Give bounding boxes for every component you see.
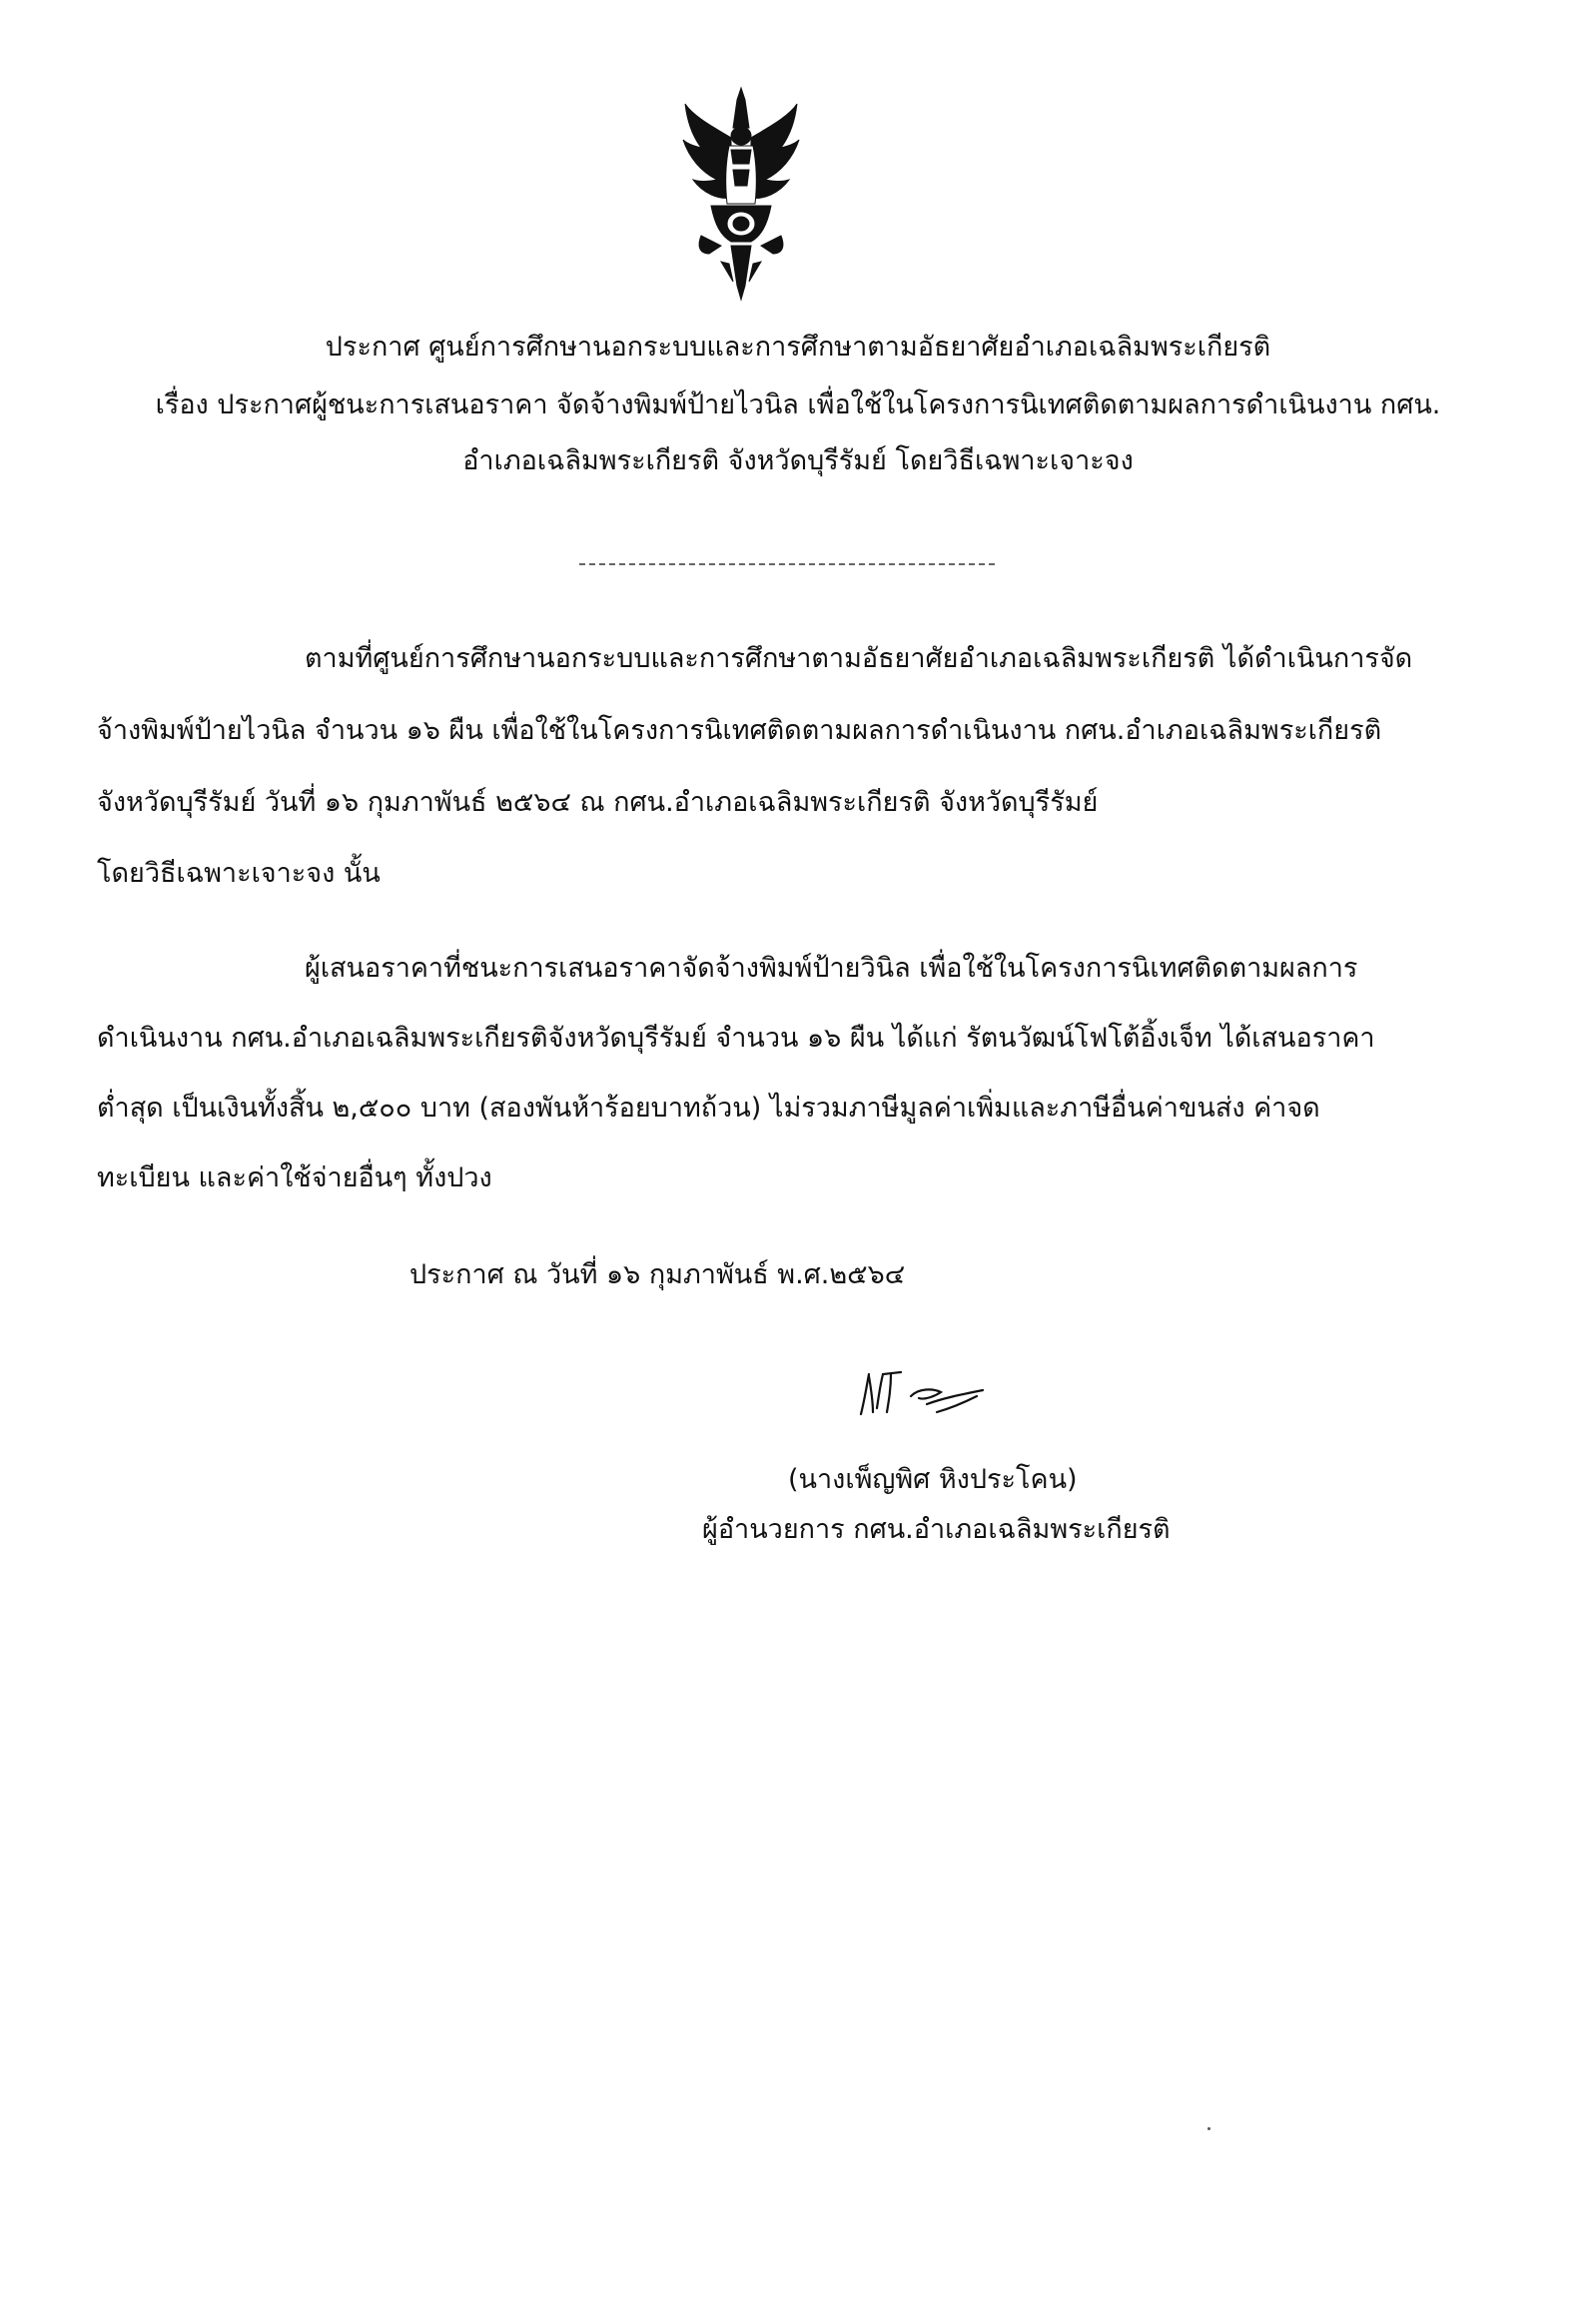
paragraph2-line2: ดำเนินงาน กศน.อำเภอเฉลิมพระเกียรติจังหวัดบุรีรัมย์ จำนวน ๑๖ ผืน ได้แก่ รัตนวัฒน์โฟโต้อิ้งเจ็ท ได้เสนอราคา xyxy=(97,1023,1375,1054)
signatory-position: ผู้อำนวยการ กศน.อำเภอเฉลิมพระเกียรติ xyxy=(702,1514,1171,1545)
signatory-name: (นางเพ็ญพิศ หิงประโคน) xyxy=(788,1464,1078,1495)
announcement-subject-cont: อำเภอเฉลิมพระเกียรติ จังหวัดบุรีรัมย์ โดยวิธีเฉพาะเจาะจง xyxy=(462,445,1134,476)
paragraph1-line4: โดยวิธีเฉพาะเจาะจง นั้น xyxy=(97,858,381,889)
paragraph2-line3: ต่ำสุด เป็นเงินทั้งสิ้น ๒,๕๐๐ บาท (สองพันห้าร้อยบาทถ้วน) ไม่รวมภาษีมูลค่าเพิ่มและภาษีอื่นค่าขนส่ง ค่าจด xyxy=(97,1093,1320,1124)
announcement-subject: เรื่อง ประกาศผู้ชนะการเสนอราคา จัดจ้างพิมพ์ป้ายไวนิล เพื่อใช้ในโครงการนิเทศติดตามผลการดำเนินงาน กศน. xyxy=(155,389,1441,420)
paragraph2-line1: ผู้เสนอราคาที่ชนะการเสนอราคาจัดจ้างพิมพ์ป้ายวินิล เพื่อใช้ในโครงการนิเทศติดตามผลการ xyxy=(305,953,1358,984)
garuda-emblem-icon xyxy=(681,86,801,306)
separator-line xyxy=(579,549,999,579)
paragraph2-line4: ทะเบียน และค่าใช้จ่ายอื่นๆ ทั้งปวง xyxy=(97,1162,492,1193)
announcement-date: ประกาศ ณ วันที่ ๑๖ กุมภาพันธ์ พ.ศ.๒๕๖๔ xyxy=(409,1259,906,1290)
paragraph1-line2: จ้างพิมพ์ป้ายไวนิล จำนวน ๑๖ ผืน เพื่อใช้ในโครงการนิเทศติดตามผลการดำเนินงาน กศน.อำเภอเฉลิมพระเกียรติ xyxy=(97,715,1382,746)
announcement-title: ประกาศ ศูนย์การศึกษานอกระบบและการศึกษาตามอัธยาศัยอำเภอเฉลิมพระเกียรติ xyxy=(325,332,1271,363)
scan-speck xyxy=(1207,2127,1210,2130)
signature-mark xyxy=(847,1368,1007,1420)
paragraph1-line3: จังหวัดบุรีรัมย์ วันที่ ๑๖ กุมภาพันธ์ ๒๕๖๔ ณ กศน.อำเภอเฉลิมพระเกียรติ จังหวัดบุรีรัมย์ xyxy=(97,787,1099,818)
paragraph1-line1: ตามที่ศูนย์การศึกษานอกระบบและการศึกษาตามอัธยาศัยอำเภอเฉลิมพระเกียรติ ได้ดำเนินการจัด xyxy=(305,643,1413,674)
